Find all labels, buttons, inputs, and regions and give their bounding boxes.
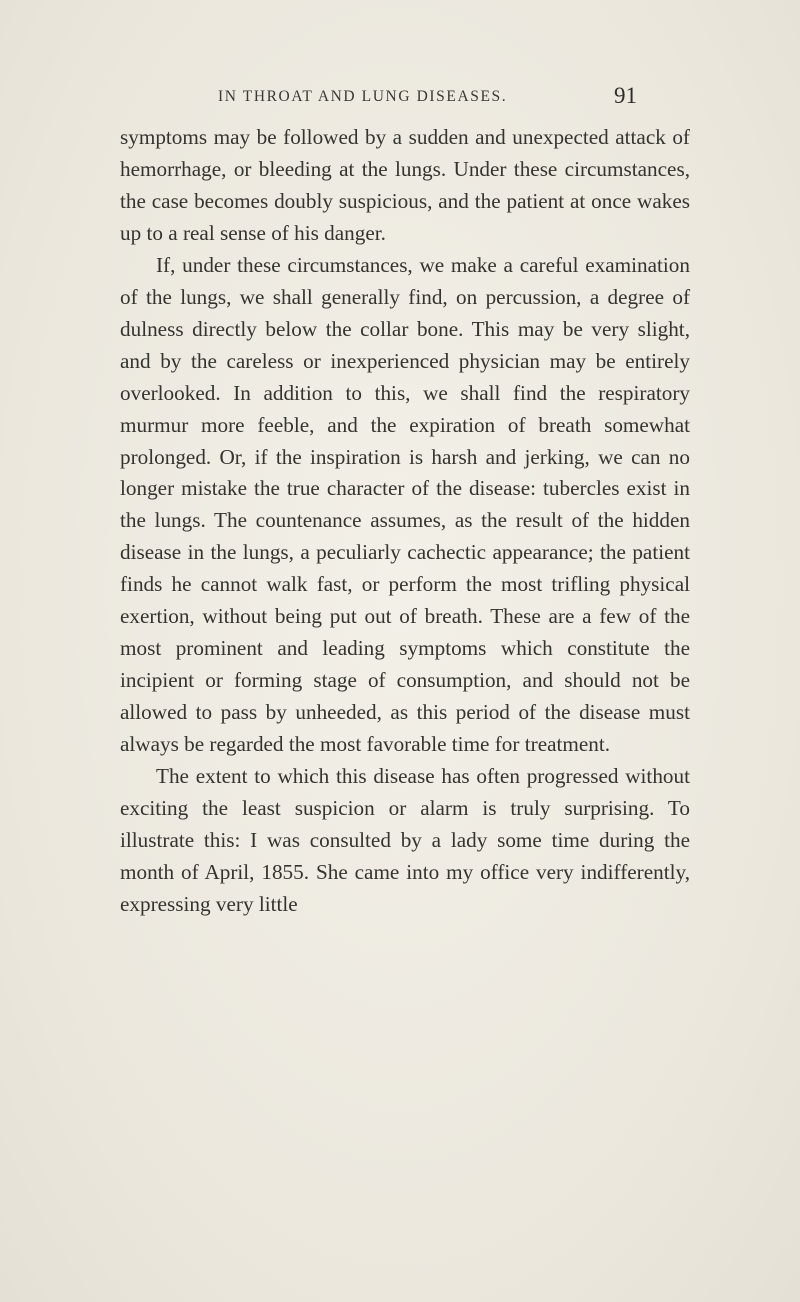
page-number: 91: [614, 83, 637, 108]
paragraph-1: symptoms may be followed by a sudden and unexpected attack of hemorrhage, or bleeding at the lungs. Under these circumstances, the case becomes doubly suspicious, and the patient at once wakes up to a real sense of his danger.: [120, 125, 690, 245]
body-text: [120, 122, 690, 921]
paragraph-3: The extent to which this disease has often progressed without exciting the least suspicion or alarm is truly surprising. To illustrate this: I was consulted by a lady some time during the month of April, 1855. She came into my office very indifferently, expressing very little: [120, 764, 690, 916]
running-head: IN THROAT AND LUNG DISEASES.: [218, 88, 508, 105]
page-header: [0, 83, 800, 114]
paragraph-2: If, under these circumstances, we make a careful examination of the lungs, we shall generally find, on percussion, a degree of dulness directly below the collar bone. This may be very slight, and by the careless or inexperienced physician may be entirely overlooked. In addition to this, we shall find the respiratory murmur more feeble, and the expiration of breath somewhat prolonged. Or, if the inspiration is harsh and jerking, we can no longer mistake the true character of the disease: tubercles exist in the lungs. The countenance assumes, as the result of the hidden disease in the lungs, a peculiarly cachectic appearance; the patient finds he cannot walk fast, or perform the most trifling physical exertion, without being put out of breath. These are a few of the most prominent and leading symptoms which constitute the incipient or forming stage of consumption, and should not be allowed to pass by unheeded, as this period of the disease must always be regarded the most favorable time for treatment.: [120, 252, 690, 757]
